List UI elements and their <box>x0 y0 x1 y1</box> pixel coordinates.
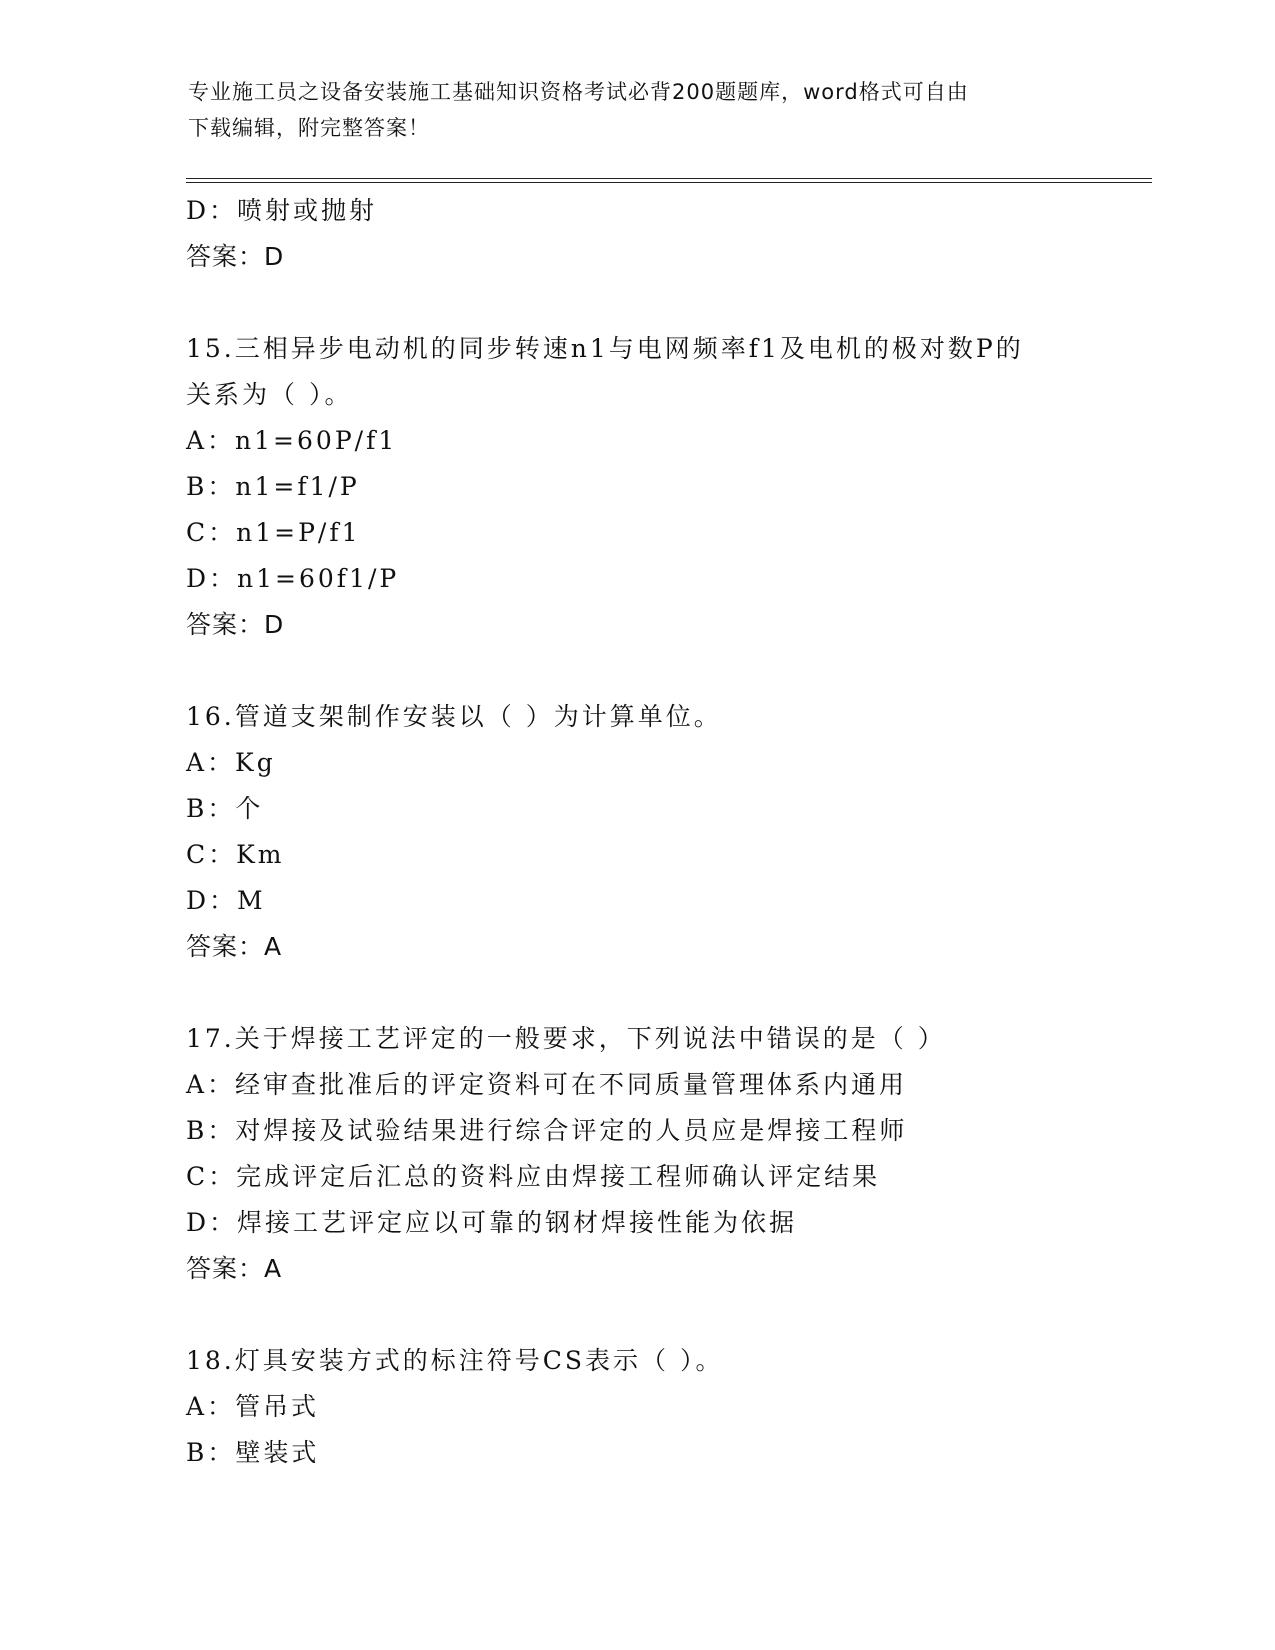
question-stem: 17.关于焊接工艺评定的一般要求，下列说法中错误的是（ ） <box>186 1024 946 1053</box>
answer: 答案：A <box>186 932 283 961</box>
question-18 <box>186 1338 1136 1476</box>
question-14-tail <box>186 188 1136 280</box>
document-header <box>188 74 1088 146</box>
answer: 答案：D <box>186 610 285 639</box>
option-a: A：经审查批准后的评定资料可在不同质量管理体系内通用 <box>186 1070 908 1099</box>
option-d: D：喷射或抛射 <box>186 196 378 225</box>
option-c: C：Km <box>186 840 285 869</box>
header-double-rule <box>186 178 1152 183</box>
option-d: D：焊接工艺评定应以可靠的钢材焊接性能为依据 <box>186 1208 798 1237</box>
option-a: A：Kg <box>186 748 276 777</box>
question-stem: 16.管道支架制作安装以（ ）为计算单位。 <box>186 702 722 731</box>
option-d: D：n1=60f1/P <box>186 564 400 593</box>
question-16 <box>186 694 1136 970</box>
option-a: A：管吊式 <box>186 1392 320 1421</box>
question-stem: 18.灯具安装方式的标注符号CS表示（ ）。 <box>186 1346 724 1375</box>
option-c: C：完成评定后汇总的资料应由焊接工程师确认评定结果 <box>186 1162 881 1191</box>
option-c: C：n1=P/f1 <box>186 518 361 547</box>
answer: 答案：A <box>186 1254 283 1283</box>
answer: 答案：D <box>186 242 285 271</box>
header-line-2: 下载编辑，附完整答案！ <box>188 116 430 140</box>
option-a: A：n1=60P/f1 <box>186 426 398 455</box>
option-b: B：n1=f1/P <box>186 472 360 501</box>
option-b: B：个 <box>186 794 264 823</box>
option-d: D：M <box>186 886 266 915</box>
question-15 <box>186 326 1136 648</box>
question-stem: 15.三相异步电动机的同步转速n1与电网频率f1及电机的极对数P的 <box>186 334 1024 363</box>
header-line-1: 专业施工员之设备安装施工基础知识资格考试必背200题题库，word格式可自由 <box>188 80 969 104</box>
option-b: B：对焊接及试验结果进行综合评定的人员应是焊接工程师 <box>186 1116 908 1145</box>
option-b: B：壁装式 <box>186 1438 320 1467</box>
question-17 <box>186 1016 1136 1292</box>
question-list <box>186 188 1136 1476</box>
question-stem-continued: 关系为（ ）。 <box>186 380 353 409</box>
